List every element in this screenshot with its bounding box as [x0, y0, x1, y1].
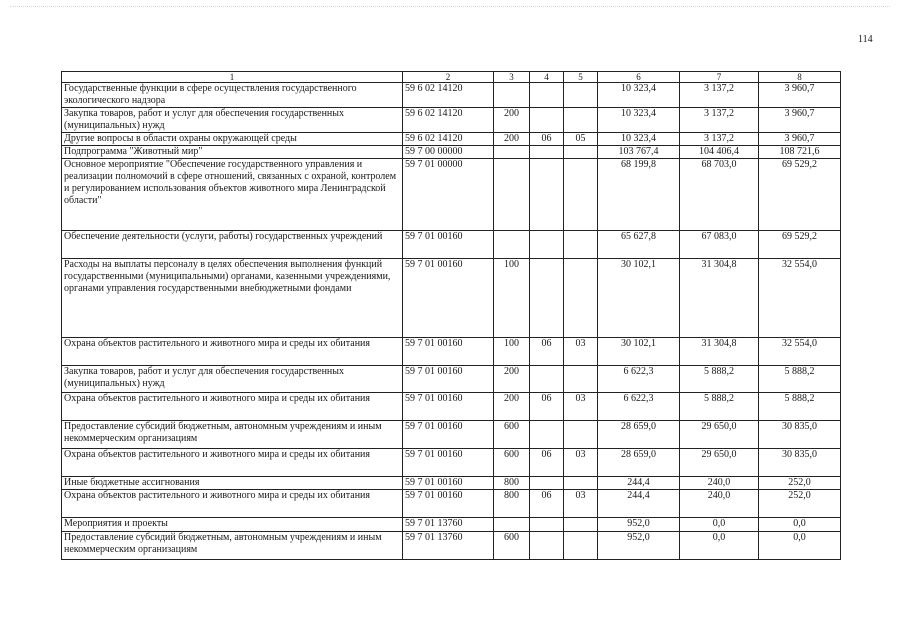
row-value-cell: 68 703,0 [680, 159, 759, 231]
row-subsection-cell [564, 518, 598, 532]
row-section-cell [530, 532, 564, 560]
row-value-cell: 28 659,0 [598, 449, 680, 477]
column-header: 1 [62, 72, 403, 83]
column-number-row [62, 72, 841, 83]
row-value-cell: 69 529,2 [759, 231, 841, 259]
row-code-cell: 59 7 01 00160 [403, 490, 494, 518]
budget-table [61, 71, 841, 560]
row-value-cell: 5 888,2 [680, 366, 759, 393]
row-section-cell: 06 [530, 490, 564, 518]
row-code-cell: 59 7 01 13760 [403, 518, 494, 532]
row-value-cell: 6 622,3 [598, 393, 680, 421]
row-section-cell: 06 [530, 393, 564, 421]
row-value-cell: 0,0 [759, 532, 841, 560]
row-value-cell: 10 323,4 [598, 108, 680, 133]
column-header: 7 [680, 72, 759, 83]
row-name-cell: Основное мероприятие "Обеспечение государственного управления и реализации полномочий в сфере отношений, связанных с охраной, контролем и регулированием использования объектов животного мира Ленинградской области" [62, 159, 403, 231]
row-name-cell: Предоставление субсидий бюджетным, автономным учреждениям и иным некоммерческим организациям [62, 421, 403, 449]
row-code-cell: 59 6 02 14120 [403, 133, 494, 146]
row-code-cell: 59 6 02 14120 [403, 83, 494, 108]
row-expense-type-cell: 200 [494, 366, 530, 393]
row-name-cell: Обеспечение деятельности (услуги, работы) государственных учреждений [62, 231, 403, 259]
row-section-cell [530, 159, 564, 231]
row-expense-type-cell: 200 [494, 133, 530, 146]
row-value-cell: 28 659,0 [598, 421, 680, 449]
row-subsection-cell [564, 83, 598, 108]
row-expense-type-cell [494, 518, 530, 532]
row-name-cell: Расходы на выплаты персоналу в целях обеспечения выполнения функций государственными (муниципальными) органами, казенными учреждениями, органами управления государственными внебюджетными фондами [62, 259, 403, 338]
row-value-cell: 30 102,1 [598, 338, 680, 366]
row-value-cell: 65 627,8 [598, 231, 680, 259]
row-code-cell: 59 7 01 00160 [403, 338, 494, 366]
row-value-cell: 30 835,0 [759, 421, 841, 449]
row-value-cell: 67 083,0 [680, 231, 759, 259]
table-row [62, 338, 841, 366]
column-header: 6 [598, 72, 680, 83]
row-name-cell: Мероприятия и проекты [62, 518, 403, 532]
row-name-cell: Закупка товаров, работ и услуг для обеспечения государственных (муниципальных) нужд [62, 108, 403, 133]
row-section-cell [530, 146, 564, 159]
row-section-cell [530, 108, 564, 133]
row-value-cell: 252,0 [759, 490, 841, 518]
row-value-cell: 6 622,3 [598, 366, 680, 393]
row-name-cell: Другие вопросы в области охраны окружающей среды [62, 133, 403, 146]
row-value-cell: 30 102,1 [598, 259, 680, 338]
row-value-cell: 3 137,2 [680, 83, 759, 108]
row-subsection-cell [564, 108, 598, 133]
row-expense-type-cell: 600 [494, 532, 530, 560]
row-name-cell: Предоставление субсидий бюджетным, автономным учреждениям и иным некоммерческим организациям [62, 532, 403, 560]
table-row [62, 532, 841, 560]
row-name-cell: Государственные функции в сфере осуществления государственного экологического надзора [62, 83, 403, 108]
row-value-cell: 240,0 [680, 477, 759, 490]
row-code-cell: 59 7 01 13760 [403, 532, 494, 560]
row-value-cell: 10 323,4 [598, 83, 680, 108]
row-value-cell: 3 137,2 [680, 133, 759, 146]
row-expense-type-cell: 200 [494, 108, 530, 133]
row-name-cell: Подпрограмма "Животный мир" [62, 146, 403, 159]
scan-edge-artifact [10, 6, 890, 9]
table-row [62, 449, 841, 477]
row-code-cell: 59 7 01 00000 [403, 159, 494, 231]
row-value-cell: 69 529,2 [759, 159, 841, 231]
table-row [62, 146, 841, 159]
table-row [62, 366, 841, 393]
row-value-cell: 32 554,0 [759, 259, 841, 338]
table-row [62, 421, 841, 449]
row-value-cell: 10 323,4 [598, 133, 680, 146]
row-subsection-cell [564, 146, 598, 159]
row-value-cell: 31 304,8 [680, 259, 759, 338]
row-value-cell: 104 406,4 [680, 146, 759, 159]
row-section-cell: 06 [530, 133, 564, 146]
table-body [62, 72, 841, 560]
row-code-cell: 59 7 01 00160 [403, 393, 494, 421]
row-code-cell: 59 6 02 14120 [403, 108, 494, 133]
row-section-cell [530, 477, 564, 490]
table-row [62, 518, 841, 532]
row-value-cell: 240,0 [680, 490, 759, 518]
row-subsection-cell [564, 231, 598, 259]
row-value-cell: 0,0 [680, 532, 759, 560]
row-section-cell [530, 231, 564, 259]
table-row [62, 231, 841, 259]
row-expense-type-cell: 800 [494, 477, 530, 490]
column-header: 5 [564, 72, 598, 83]
row-value-cell: 103 767,4 [598, 146, 680, 159]
row-subsection-cell: 05 [564, 133, 598, 146]
row-value-cell: 244,4 [598, 477, 680, 490]
page-number: 114 [858, 34, 873, 45]
row-value-cell: 0,0 [680, 518, 759, 532]
table-row [62, 477, 841, 490]
row-expense-type-cell [494, 146, 530, 159]
row-value-cell: 252,0 [759, 477, 841, 490]
row-expense-type-cell: 100 [494, 259, 530, 338]
row-code-cell: 59 7 01 00160 [403, 366, 494, 393]
row-value-cell: 952,0 [598, 518, 680, 532]
row-value-cell: 3 960,7 [759, 133, 841, 146]
row-subsection-cell [564, 159, 598, 231]
row-code-cell: 59 7 01 00160 [403, 231, 494, 259]
row-expense-type-cell: 800 [494, 490, 530, 518]
row-name-cell: Охрана объектов растительного и животного мира и среды их обитания [62, 338, 403, 366]
row-subsection-cell [564, 532, 598, 560]
row-name-cell: Охрана объектов растительного и животного мира и среды их обитания [62, 393, 403, 421]
row-value-cell: 108 721,6 [759, 146, 841, 159]
column-header: 3 [494, 72, 530, 83]
table-row [62, 83, 841, 108]
row-section-cell [530, 259, 564, 338]
row-value-cell: 68 199,8 [598, 159, 680, 231]
row-expense-type-cell: 600 [494, 421, 530, 449]
row-value-cell: 5 888,2 [759, 366, 841, 393]
row-expense-type-cell: 600 [494, 449, 530, 477]
row-value-cell: 0,0 [759, 518, 841, 532]
row-expense-type-cell [494, 231, 530, 259]
row-value-cell: 31 304,8 [680, 338, 759, 366]
table-row [62, 133, 841, 146]
row-name-cell: Иные бюджетные ассигнования [62, 477, 403, 490]
row-name-cell: Закупка товаров, работ и услуг для обеспечения государственных (муниципальных) нужд [62, 366, 403, 393]
column-header: 8 [759, 72, 841, 83]
row-value-cell: 30 835,0 [759, 449, 841, 477]
row-expense-type-cell [494, 83, 530, 108]
row-value-cell: 32 554,0 [759, 338, 841, 366]
table-row [62, 393, 841, 421]
row-subsection-cell [564, 366, 598, 393]
row-value-cell: 5 888,2 [680, 393, 759, 421]
row-value-cell: 29 650,0 [680, 421, 759, 449]
row-section-cell: 06 [530, 449, 564, 477]
row-value-cell: 952,0 [598, 532, 680, 560]
row-expense-type-cell: 200 [494, 393, 530, 421]
row-subsection-cell [564, 259, 598, 338]
column-header: 2 [403, 72, 494, 83]
row-value-cell: 3 137,2 [680, 108, 759, 133]
row-subsection-cell: 03 [564, 393, 598, 421]
row-code-cell: 59 7 01 00160 [403, 449, 494, 477]
row-value-cell: 5 888,2 [759, 393, 841, 421]
row-value-cell: 29 650,0 [680, 449, 759, 477]
row-expense-type-cell [494, 159, 530, 231]
row-name-cell: Охрана объектов растительного и животного мира и среды их обитания [62, 449, 403, 477]
row-subsection-cell: 03 [564, 490, 598, 518]
row-subsection-cell: 03 [564, 449, 598, 477]
row-section-cell [530, 421, 564, 449]
table-row [62, 490, 841, 518]
row-section-cell: 06 [530, 338, 564, 366]
row-code-cell: 59 7 00 00000 [403, 146, 494, 159]
table-row [62, 108, 841, 133]
row-section-cell [530, 83, 564, 108]
row-value-cell: 3 960,7 [759, 83, 841, 108]
row-subsection-cell [564, 477, 598, 490]
row-section-cell [530, 518, 564, 532]
row-subsection-cell [564, 421, 598, 449]
row-code-cell: 59 7 01 00160 [403, 259, 494, 338]
row-subsection-cell: 03 [564, 338, 598, 366]
row-name-cell: Охрана объектов растительного и животного мира и среды их обитания [62, 490, 403, 518]
row-expense-type-cell: 100 [494, 338, 530, 366]
row-value-cell: 3 960,7 [759, 108, 841, 133]
row-code-cell: 59 7 01 00160 [403, 421, 494, 449]
row-code-cell: 59 7 01 00160 [403, 477, 494, 490]
row-value-cell: 244,4 [598, 490, 680, 518]
column-header: 4 [530, 72, 564, 83]
row-section-cell [530, 366, 564, 393]
table-row [62, 159, 841, 231]
table-row [62, 259, 841, 338]
